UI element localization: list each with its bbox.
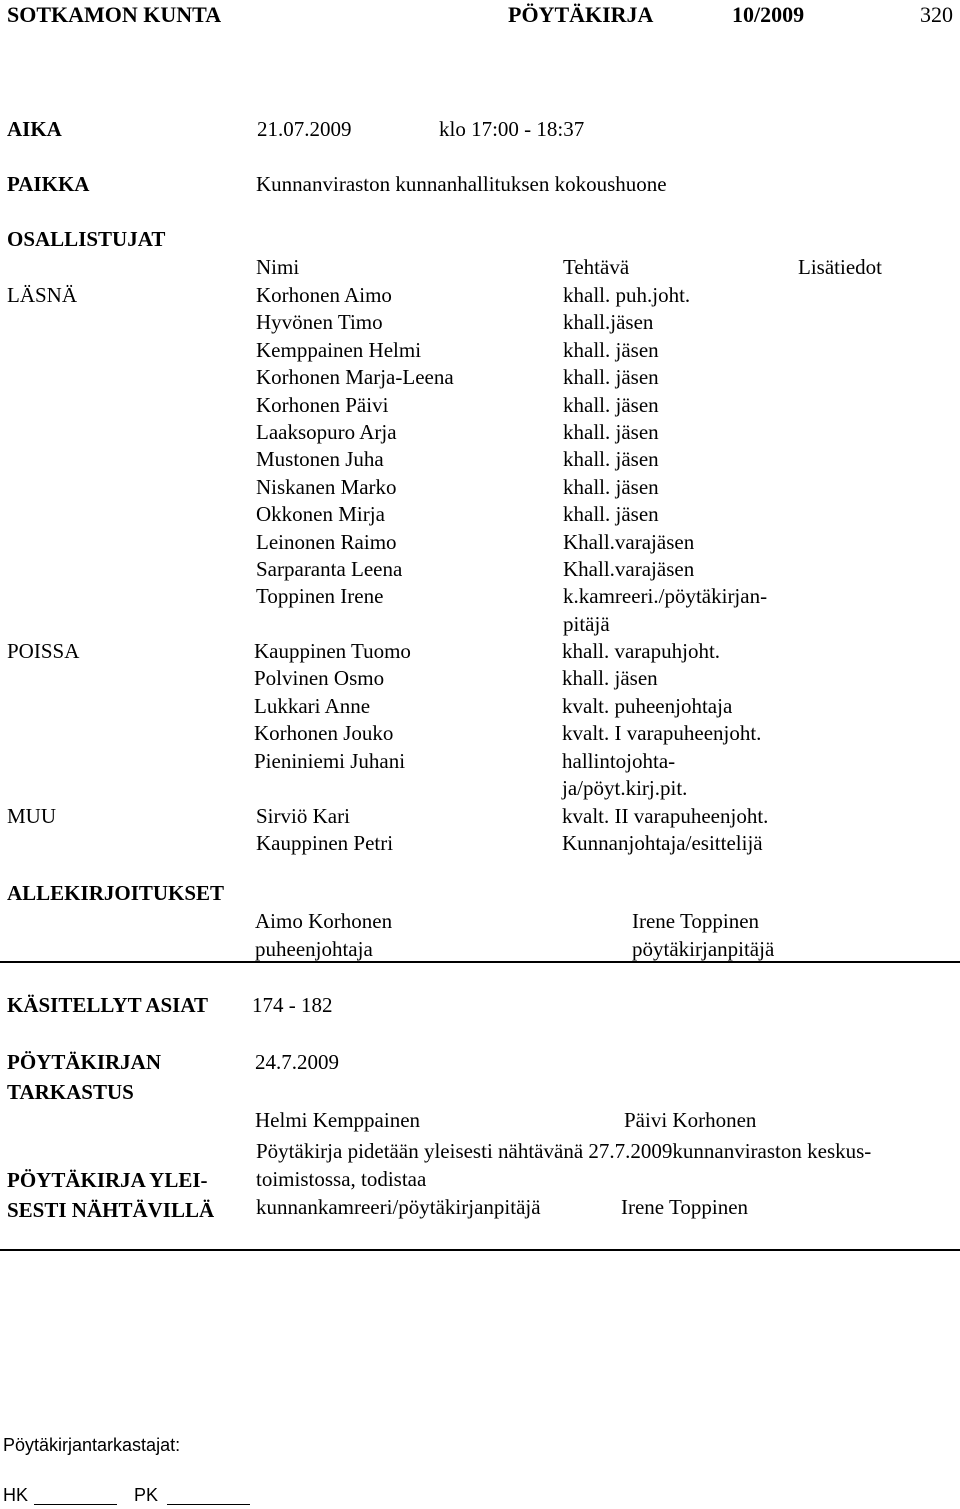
public-display-text-line1: Pöytäkirja pidetään yleisesti nähtävänä 27.7.2009kunnanviraston keskus- <box>256 1139 872 1163</box>
lasna-attendee-role: khall. jäsen <box>563 447 659 472</box>
checker-2-name: Päivi Korhonen <box>624 1108 757 1132</box>
lasna-attendee-name: Korhonen Marja-Leena <box>256 365 454 390</box>
poissa-attendee-role: kvalt. I varapuheenjoht. <box>562 721 762 746</box>
lasna-attendee-role: khall. jäsen <box>563 420 659 444</box>
poissa-attendee-role: khall. jäsen <box>562 666 658 691</box>
checker-1-name: Helmi Kemppainen <box>255 1108 421 1132</box>
lasna-attendee-role: khall. jäsen <box>563 365 659 390</box>
paikka-label: PAIKKA <box>7 172 90 196</box>
nahtavilla-label-line2: SESTI NÄHTÄVILLÄ <box>7 1198 215 1222</box>
poissa-attendee-name: Polvinen Osmo <box>254 666 385 691</box>
signer-2-name: Irene Toppinen <box>632 909 760 933</box>
check-date: 24.7.2009 <box>255 1050 339 1074</box>
attester-title: kunnankamreeri/pöytäkirjanpitäjä <box>256 1195 541 1219</box>
lasna-attendee-name: Mustonen Juha <box>256 447 384 472</box>
lasna-attendee-role: khall. puh.joht. <box>563 283 691 307</box>
document-number: 10/2009 <box>732 2 805 27</box>
lasna-attendee-role: khall. jäsen <box>563 337 659 362</box>
poissa-label: POISSA <box>7 639 80 663</box>
muu-attendee-role: kvalt. II varapuheenjoht. <box>562 804 769 828</box>
page-number: 320 <box>920 2 953 27</box>
lasna-attendee-name: Kemppainen Helmi <box>256 337 422 362</box>
osallistujat-label: OSALLISTUJAT <box>7 227 166 251</box>
municipality-name: SOTKAMON KUNTA <box>7 2 222 27</box>
allekirjoitukset-label: ALLEKIRJOITUKSET <box>7 881 225 905</box>
lasna-attendee-name: Korhonen Aimo <box>256 283 392 307</box>
poissa-attendee-role-continued: ja/pöyt.kirj.pit. <box>562 776 688 800</box>
meeting-date: 21.07.2009 <box>257 117 352 141</box>
attester-name: Irene Toppinen <box>621 1195 749 1219</box>
meeting-place: Kunnanviraston kunnanhallituksen kokoushuone <box>256 172 667 196</box>
lasna-attendee-role: Khall.varajäsen <box>563 557 695 581</box>
kasitellyt-label: KÄSITELLYT ASIAT <box>7 993 208 1017</box>
initials-pk: PK <box>134 1485 159 1505</box>
checkers-initials-label: Pöytäkirjantarkastajat: <box>3 1435 181 1455</box>
lasna-attendee-name: Hyvönen Timo <box>256 310 383 335</box>
public-display-text-line2: toimistossa, todistaa <box>256 1167 427 1191</box>
initials-pk-line <box>167 1504 250 1505</box>
nahtavilla-label-line1: PÖYTÄKIRJA YLEI- <box>7 1168 208 1192</box>
lasna-attendee-role: khall. jäsen <box>563 474 659 499</box>
handled-items-range: 174 - 182 <box>252 993 333 1017</box>
poissa-attendee-name: Pieniniemi Juhani <box>254 748 406 773</box>
divider-bottom <box>0 1249 960 1251</box>
signer-2-title: pöytäkirjanpitäjä <box>632 937 775 961</box>
lasna-attendee-role: khall. jäsen <box>563 392 659 417</box>
lasna-attendee-name: Niskanen Marko <box>256 474 397 499</box>
lasna-attendee-name: Okkonen Mirja <box>256 502 385 527</box>
lasna-attendee-name: Leinonen Raimo <box>256 529 397 554</box>
aika-label: AIKA <box>7 117 62 141</box>
lasna-attendee-role: khall.jäsen <box>563 310 654 335</box>
initials-hk: HK <box>3 1485 29 1505</box>
lasna-attendee-role: Khall.varajäsen <box>563 529 695 554</box>
lasna-attendee-role-continued: pitäjä <box>563 611 610 636</box>
lasna-attendee-role: khall. jäsen <box>563 502 659 527</box>
lasna-attendee-role: k.kamreeri./pöytäkirjan- <box>563 584 768 609</box>
poissa-attendee-name: Kauppinen Tuomo <box>254 639 411 663</box>
muu-attendee-role: Kunnanjohtaja/esittelijä <box>562 831 763 856</box>
poissa-attendee-role: kvalt. puheenjohtaja <box>562 693 733 718</box>
lasna-attendee-name: Toppinen Irene <box>256 584 384 609</box>
lasna-attendee-name: Sarparanta Leena <box>256 557 403 581</box>
lasna-attendee-name: Korhonen Päivi <box>256 392 389 417</box>
poissa-attendee-name: Korhonen Jouko <box>254 721 394 746</box>
muu-attendee-name: Sirviö Kari <box>256 804 350 828</box>
signer-1-name: Aimo Korhonen <box>255 909 393 933</box>
poissa-attendee-role: khall. varapuhjoht. <box>562 639 721 663</box>
column-header-role: Tehtävä <box>563 255 630 279</box>
meeting-time: klo 17:00 - 18:37 <box>439 117 585 141</box>
lasna-attendee-name: Laaksopuro Arja <box>256 420 397 444</box>
tarkastus-label-line1: PÖYTÄKIRJAN <box>7 1050 162 1074</box>
divider-signatures <box>0 961 960 963</box>
column-header-name: Nimi <box>256 255 300 279</box>
poissa-attendee-name: Lukkari Anne <box>254 693 371 718</box>
muu-attendee-name: Kauppinen Petri <box>256 831 394 856</box>
muu-label: MUU <box>7 804 57 828</box>
initials-hk-line <box>34 1504 117 1505</box>
tarkastus-label-line2: TARKASTUS <box>7 1080 134 1104</box>
signer-1-title: puheenjohtaja <box>255 937 373 961</box>
document-type: PÖYTÄKIRJA <box>508 2 654 27</box>
poissa-attendee-role: hallintojohta- <box>562 748 676 773</box>
column-header-extra: Lisätiedot <box>798 255 882 279</box>
lasna-label: LÄSNÄ <box>7 283 78 307</box>
